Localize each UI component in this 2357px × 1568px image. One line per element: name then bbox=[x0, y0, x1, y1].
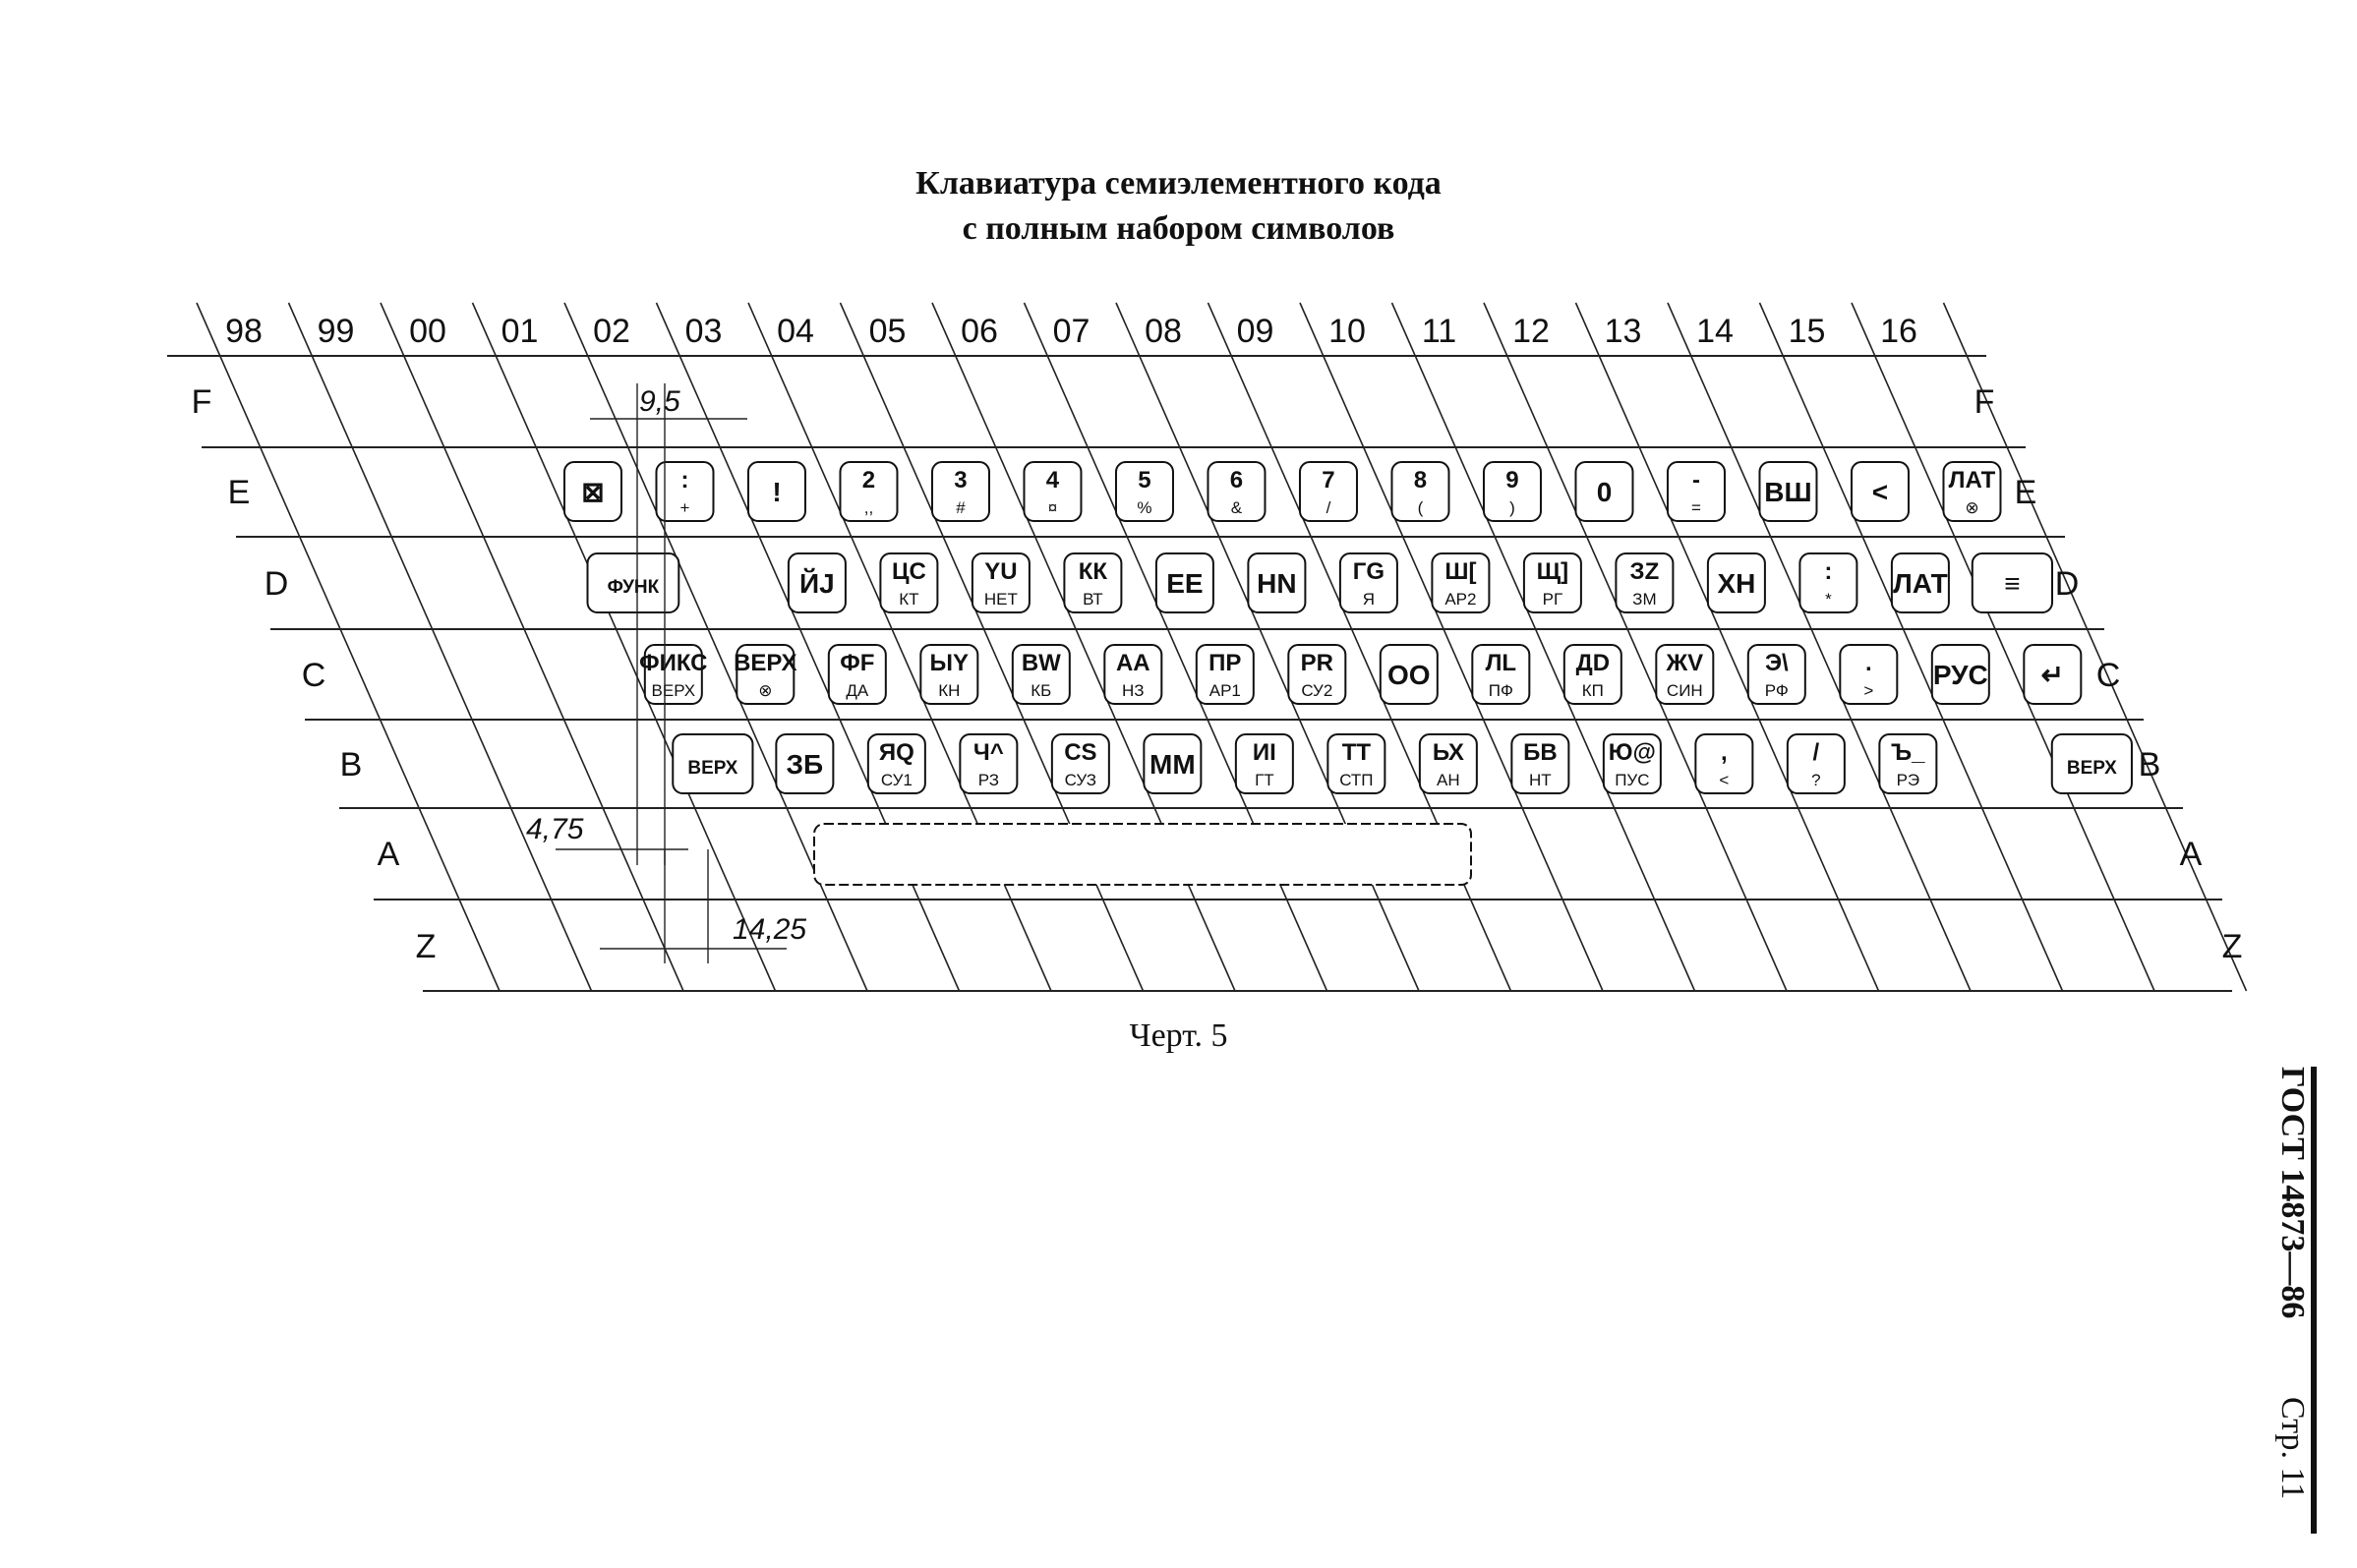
column-label: 06 bbox=[961, 313, 998, 350]
column-boundary-line bbox=[1116, 303, 1419, 991]
column-boundary-line bbox=[473, 303, 776, 991]
key-label: ЙJ bbox=[799, 568, 835, 599]
column-label: 05 bbox=[868, 313, 907, 350]
key-bottom-label: СИН bbox=[1666, 681, 1703, 700]
key-bottom-label: РЗ bbox=[977, 771, 999, 789]
key-bottom-label: НТ bbox=[1529, 771, 1552, 789]
key-top-label: 3 bbox=[954, 467, 968, 494]
key-top-label: БВ bbox=[1523, 739, 1558, 766]
key-bottom-label: # bbox=[956, 498, 966, 517]
key-top-label: ЯQ bbox=[878, 739, 914, 766]
key-bottom-label: АР2 bbox=[1444, 590, 1477, 609]
key-label: HN bbox=[1257, 568, 1297, 599]
key-top-label: CS bbox=[1064, 739, 1097, 766]
key-label: ЛАТ bbox=[1893, 568, 1948, 599]
row-label-left: B bbox=[339, 746, 363, 784]
column-boundary-line bbox=[1852, 303, 2154, 991]
key-top-label: 9 bbox=[1505, 467, 1519, 494]
row-label-right: Z bbox=[2221, 928, 2243, 965]
column-label: 14 bbox=[1696, 313, 1734, 350]
figure-caption: Черт. 5 bbox=[1129, 1017, 1228, 1054]
key-top-label: ФИКС bbox=[639, 650, 708, 676]
key-top-label: 8 bbox=[1413, 467, 1428, 494]
key-top-label: BW bbox=[1021, 650, 1061, 676]
key-top-label: 4 bbox=[1045, 467, 1060, 494]
diagram-title-line2: с полным набором символов bbox=[962, 210, 1395, 247]
key-top-label: ЦС bbox=[891, 558, 926, 585]
row-label-right: E bbox=[2014, 474, 2037, 511]
key-top-label: : bbox=[680, 467, 689, 494]
column-label: 04 bbox=[777, 313, 814, 350]
key-bottom-label: СТП bbox=[1339, 771, 1374, 789]
key-label: ММ bbox=[1149, 749, 1196, 780]
key-top-label: ДD bbox=[1575, 650, 1611, 676]
column-label: 12 bbox=[1512, 313, 1550, 350]
key-bottom-label: ( bbox=[1417, 498, 1424, 517]
key-top-label: ПР bbox=[1208, 650, 1242, 676]
key-bottom-label: ВЕРХ bbox=[651, 681, 696, 700]
column-boundary-line bbox=[1025, 303, 1327, 991]
key-label: ФУНК bbox=[607, 577, 660, 598]
key-label: ≡ bbox=[2004, 568, 2021, 599]
key-bottom-label: АР1 bbox=[1208, 681, 1241, 700]
key-top-label: : bbox=[1824, 558, 1833, 585]
column-boundary-line bbox=[1576, 303, 1879, 991]
key-top-label: Ю@ bbox=[1608, 739, 1656, 766]
column-label: 08 bbox=[1145, 313, 1182, 350]
key-top-label: КК bbox=[1078, 558, 1108, 585]
key-bottom-label: КП bbox=[1581, 681, 1604, 700]
column-label: 98 bbox=[225, 313, 263, 350]
key-top-label: , bbox=[1721, 739, 1728, 766]
key-bottom-label: ) bbox=[1509, 498, 1515, 517]
diagram-title-line1: Клавиатура семиэлементного кода bbox=[915, 165, 1442, 202]
key-bottom-label: КН bbox=[938, 681, 961, 700]
key-bottom-label: & bbox=[1230, 498, 1243, 517]
key-top-label: 6 bbox=[1229, 467, 1244, 494]
row-label-right: F bbox=[1974, 383, 1995, 421]
key-bottom-label: СУ1 bbox=[880, 771, 913, 789]
key-bottom-label: Я bbox=[1362, 590, 1376, 609]
column-label: 16 bbox=[1880, 313, 1917, 350]
key-bottom-label: ПУС bbox=[1615, 771, 1650, 789]
key-top-label: ЛАТ bbox=[1948, 467, 1996, 494]
row-label-left: F bbox=[191, 383, 212, 421]
key-top-label: Ъ_ bbox=[1891, 739, 1925, 766]
column-boundary-line bbox=[197, 303, 500, 991]
key-top-label: АА bbox=[1115, 650, 1150, 676]
column-boundary-line bbox=[1484, 303, 1787, 991]
key-top-label: 2 bbox=[861, 467, 876, 494]
key-label: ЗБ bbox=[786, 749, 824, 780]
key-top-label: ЗZ bbox=[1629, 558, 1660, 585]
dimension-label-14-25: 14,25 bbox=[733, 913, 807, 946]
key-top-label: Ч^ bbox=[972, 739, 1004, 766]
key-bottom-label: ,, bbox=[863, 498, 874, 517]
row-label-left: D bbox=[264, 565, 289, 603]
row-label-left: Z bbox=[415, 928, 437, 965]
key-top-label: / bbox=[1812, 739, 1820, 766]
key-bottom-label: < bbox=[1719, 771, 1730, 789]
key-label: РУС bbox=[1932, 660, 1988, 690]
column-boundary-line bbox=[1760, 303, 2063, 991]
column-boundary-line bbox=[1668, 303, 1971, 991]
column-boundary-line bbox=[841, 303, 1144, 991]
key-label: ВШ bbox=[1764, 477, 1812, 507]
column-boundary-line bbox=[1392, 303, 1695, 991]
key-top-label: YU bbox=[984, 558, 1018, 585]
key-bottom-label: ⊗ bbox=[1965, 498, 1979, 517]
key-bottom-label: НЕТ bbox=[983, 590, 1018, 609]
key-top-label: Э\ bbox=[1764, 650, 1789, 676]
key-bottom-label: ⊗ bbox=[758, 681, 773, 700]
key-top-label: Ш[ bbox=[1444, 558, 1477, 585]
key-top-label: ЬХ bbox=[1432, 739, 1464, 766]
column-boundary-line bbox=[1208, 303, 1511, 991]
row-label-left: C bbox=[301, 657, 326, 694]
key-label: ЕЕ bbox=[1166, 568, 1204, 599]
key-top-label: ЛL bbox=[1485, 650, 1517, 676]
key-top-label: ВЕРХ bbox=[734, 650, 797, 676]
side-rule bbox=[2311, 1067, 2317, 1534]
key-bottom-label: ЗМ bbox=[1632, 590, 1657, 609]
key-top-label: ЖV bbox=[1666, 650, 1704, 676]
column-label: 03 bbox=[684, 313, 723, 350]
key-bottom-label: НЗ bbox=[1122, 681, 1145, 700]
key-label: ! bbox=[772, 477, 782, 507]
key-bottom-label: РГ bbox=[1542, 590, 1563, 609]
key-bottom-label: КТ bbox=[899, 590, 919, 609]
key-bottom-label: ПФ bbox=[1488, 681, 1513, 700]
key-bottom-label: СУ2 bbox=[1301, 681, 1333, 700]
column-label: 01 bbox=[501, 313, 539, 350]
column-label: 11 bbox=[1421, 313, 1457, 350]
key-top-label: Щ] bbox=[1536, 558, 1569, 585]
column-boundary-line bbox=[748, 303, 1051, 991]
key-top-label: ЫY bbox=[929, 650, 970, 676]
key-label: ↵ bbox=[2040, 660, 2065, 690]
column-label: 02 bbox=[593, 313, 630, 350]
key-top-label: PR bbox=[1300, 650, 1333, 676]
row-label-right: A bbox=[2179, 836, 2203, 873]
column-label: 00 bbox=[409, 313, 446, 350]
key-bottom-label: % bbox=[1137, 498, 1152, 517]
key-bottom-label: АН bbox=[1437, 771, 1460, 789]
key-bottom-label: = bbox=[1691, 498, 1701, 517]
key-label: ⊠ bbox=[581, 477, 605, 507]
key-label: < bbox=[1871, 477, 1889, 507]
dimension-label-9-5: 9,5 bbox=[639, 385, 680, 418]
key-top-label: ФF bbox=[840, 650, 875, 676]
standard-number: ГОСТ 14873—86 bbox=[2274, 1067, 2311, 1319]
key-top-label: . bbox=[1864, 650, 1872, 676]
column-label: 13 bbox=[1604, 313, 1642, 350]
column-label: 09 bbox=[1236, 313, 1274, 350]
key-bottom-label: СУЗ bbox=[1064, 771, 1097, 789]
key-bottom-label: РЭ bbox=[1896, 771, 1920, 789]
row-label-left: E bbox=[227, 474, 251, 511]
column-boundary-line bbox=[564, 303, 867, 991]
key-top-label: 7 bbox=[1322, 467, 1335, 494]
key-label: ВЕРХ bbox=[687, 758, 738, 779]
key-bottom-label: * bbox=[1825, 590, 1832, 609]
space-bar-key bbox=[814, 824, 1471, 885]
side-label bbox=[2271, 1067, 2317, 1534]
column-boundary-line bbox=[289, 303, 592, 991]
key-label: 0 bbox=[1596, 477, 1613, 507]
key-top-label: ГG bbox=[1352, 558, 1385, 585]
key-bottom-label: ВТ bbox=[1083, 590, 1103, 609]
key-bottom-label: / bbox=[1326, 498, 1331, 517]
key-bottom-label: + bbox=[679, 498, 690, 517]
dimension-label-4-75: 4,75 bbox=[526, 813, 584, 845]
column-label: 15 bbox=[1788, 313, 1826, 350]
column-label: 07 bbox=[1052, 313, 1090, 350]
key-top-label: ТТ bbox=[1341, 739, 1372, 766]
column-boundary-line bbox=[1300, 303, 1603, 991]
row-label-right: C bbox=[2095, 657, 2121, 694]
row-label-left: A bbox=[377, 836, 400, 873]
column-label: 99 bbox=[317, 313, 355, 350]
key-label: ВЕРХ bbox=[2066, 758, 2117, 779]
key-bottom-label: РФ bbox=[1764, 681, 1789, 700]
key-bottom-label: ¤ bbox=[1047, 498, 1058, 517]
key-bottom-label: ДА bbox=[846, 681, 869, 700]
key-label: ХН bbox=[1717, 568, 1756, 599]
row-label-right: B bbox=[2138, 746, 2161, 784]
key-top-label: 5 bbox=[1138, 467, 1151, 494]
key-label: ОО bbox=[1387, 660, 1431, 690]
page-number: Стр. 11 bbox=[2274, 1397, 2311, 1500]
key-bottom-label: > bbox=[1863, 681, 1874, 700]
key-bottom-label: ГТ bbox=[1255, 771, 1274, 789]
column-label: 10 bbox=[1328, 313, 1366, 350]
key-bottom-label: КБ bbox=[1031, 681, 1052, 700]
row-label-right: D bbox=[2054, 565, 2080, 603]
key-top-label: - bbox=[1691, 467, 1700, 494]
key-top-label: ИI bbox=[1252, 739, 1276, 766]
column-boundary-line bbox=[929, 303, 1235, 991]
column-boundary-line bbox=[657, 303, 960, 991]
column-boundary-line bbox=[381, 303, 683, 991]
key-bottom-label: ? bbox=[1811, 771, 1821, 789]
